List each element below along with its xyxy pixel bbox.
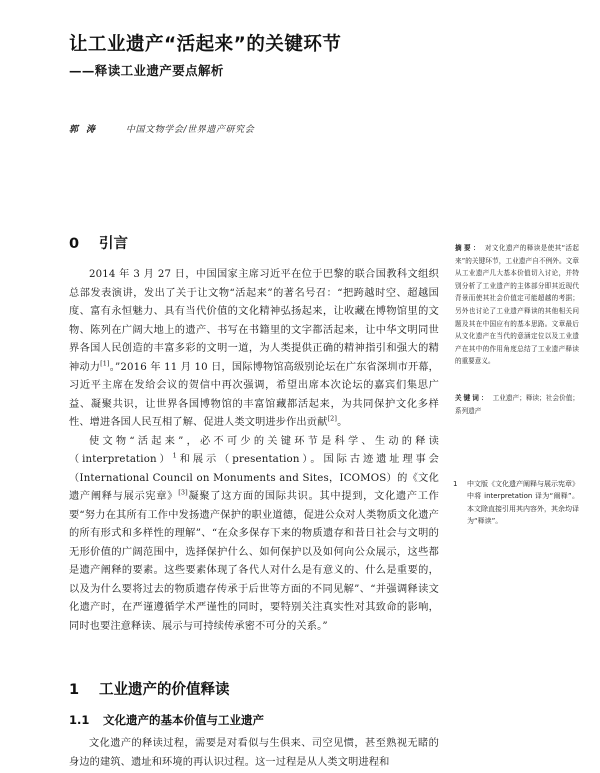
abstract-label: 摘要： <box>455 244 482 252</box>
author-line <box>69 122 254 135</box>
abstract-text: 对文化遗产的释读是使其“活起来”的关键环节，工业遗产自不例外。文章从工业遗产几大基本价值切入讨论，并特别分析了工业遗产的主体部分即其近现代背景而使其社会价值定可能超越的考据；另外也讨论了工业遗产释读的其他相关问题及其在中国应有的基本思路。文章最后从文化遗产在当代的意涵定位以及工业遗产在其中的作用角度总结了工业遗产释读的重要意义。 <box>455 244 579 366</box>
paragraph-text: 。 <box>337 417 348 428</box>
footnote-number: 1 <box>453 480 458 488</box>
author-name: 郭涛 <box>69 125 104 135</box>
footnote-mark: 1 <box>172 451 177 460</box>
section-heading-intro <box>69 232 128 253</box>
section-title: 引言 <box>99 236 128 252</box>
section-number: 1 <box>69 682 80 698</box>
paragraph-text: 和展示（presentation）。国际古迹遗址理事会（International Council on Monuments and Sites，ICOMOS）的《文化遗产阐释与展示宪章》 <box>69 454 439 502</box>
footnote-text: 中文版《文化遗产阐释与展示宪章》中将 interpretation 译为“阐释”。本文除直接引用其内容外，其余均译为“释读”。 <box>467 480 579 526</box>
keywords-label: 关键词： <box>455 394 490 402</box>
section-title: 工业遗产的价值释读 <box>99 682 230 698</box>
paragraph-text: 2014 年 3 月 27 日，中国国家主席习近平在位于巴黎的联合国教科文组织总部发表演讲，发出了关于让文物“活起来”的著名号召：“把跨越时空、超越国度、富有永恒魅力、具有当代价值的文化精神弘扬起来，让收藏在博物馆里的文物、陈列在广阔大地上的遗产、书写在书籍里的文字都活起来，让中华文明同世界各国人民创造的丰富多彩的文明一道，为人类提供正确的精神指引和强大的精神动力 <box>69 269 439 373</box>
keywords-text: 工业遗产；释读；社会价值；系列遗产 <box>455 394 580 415</box>
paper-subtitle: ——释读工业遗产要点解析 <box>69 63 224 78</box>
citation-mark: [2] <box>327 414 338 423</box>
paper-title: 让工业遗产“活起来”的关键环节 <box>69 34 342 55</box>
paragraph <box>69 266 439 433</box>
citation-mark: [1] <box>100 359 110 368</box>
paragraph-text: 。”2016 年 11 月 10 日，国际博物馆高级别论坛在广东省深圳市开幕，习近平主席在发给会议的贺信中再次强调，希望出席本次论坛的嘉宾们集思广益、凝聚共识，让世界各国博物馆的丰富馆藏都活起来，为共同保护文化多样性、增进各国人民互相了解、促进人类文明进步作出贡献 <box>69 361 440 428</box>
intro-body <box>69 266 439 636</box>
section-heading-1 <box>69 678 230 699</box>
section-number: 0 <box>69 236 80 252</box>
subsection-number: 1.1 <box>69 713 90 727</box>
abstract-block <box>455 242 579 368</box>
subsection-title: 文化遗产的基本价值与工业遗产 <box>103 713 264 727</box>
citation-mark: [3] <box>178 488 188 497</box>
subsection-heading-1-1 <box>69 712 264 728</box>
paragraph-text: 使文物“活起来”，必不可少的关键环节是科学、生动的释读（interpretation） <box>69 435 439 465</box>
keywords-block <box>455 392 579 417</box>
paragraph-text: 凝聚了这方面的国际共识。其中提到，文化遗产工作要“努力在其所有工作中发扬遗产保护的职业道德，促进公众对人类物质文化遗产的所有形式和多样性的理解”、“在众多保存下来的物质遗存和昔日社会与文明的无形价值的广阔范围中，选择保护什么、如何保护以及如何向公众展示，这些都是遗产阐释的要素。这些要素体现了各代人对什么是有意义的、什么是重要的，以及为什么要将过去的物质遗存传承于后世等方面的不同见解”、“并强调释读文化遗产时，在严谨遵循学术严谨性的同时，要特别关注真实性对其致命的影响，同时也要注意释读、展示与可持续传承密不可分的关系。” <box>69 491 440 632</box>
paragraph: 文化遗产的释读过程，需要是对看似与生俱来、司空见惯，甚至熟视无睹的身边的建筑、遗址和环境的再认识过程。这一过程是从人类文明进程和 <box>69 738 439 768</box>
author-affiliation: 中国文物学会/世界遗产研究会 <box>125 125 255 135</box>
footnote-block <box>455 478 579 528</box>
paragraph <box>69 433 439 637</box>
section-1-1-body <box>69 735 439 772</box>
